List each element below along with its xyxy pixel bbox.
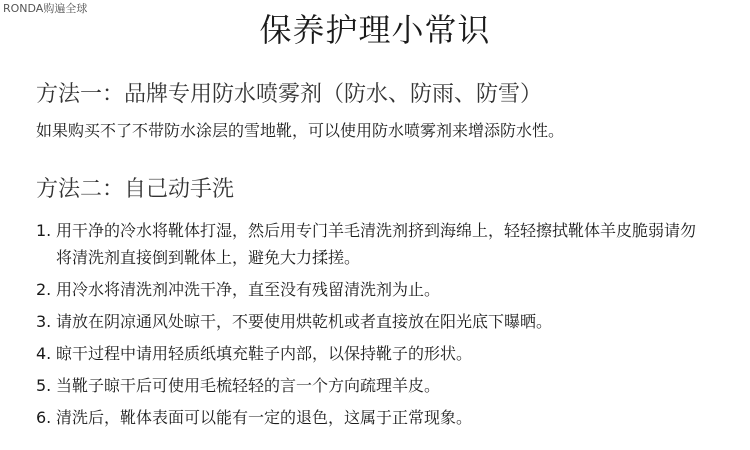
step-number: 2. <box>36 280 52 299</box>
method-one-description: 如果购买不了不带防水涂层的雪地靴，可以使用防水喷雾剂来增添防水性。 <box>36 121 565 140</box>
method-one-heading: 方法一：品牌专用防水喷雾剂（防水、防雨、防雪） <box>36 82 543 107</box>
step-number: 4. <box>36 344 52 363</box>
step-number: 5. <box>36 376 52 395</box>
step-item <box>36 276 706 303</box>
cleaning-steps-list <box>36 217 706 436</box>
step-text: 用冷水将清洗剂冲洗干净，直至没有残留清洗剂为止。 <box>56 280 441 299</box>
step-item <box>36 340 706 367</box>
step-text: 清洗后，靴体表面可以能有一定的退色，这属于正常现象。 <box>56 408 473 427</box>
step-text: 用干净的冷水将靴体打湿，然后用专门羊毛清洗剂挤到海绵上，轻轻擦拭靴体羊皮脆弱请勿将清洗剂直接倒到靴体上，避免大力揉搓。 <box>56 221 697 267</box>
step-item <box>36 217 706 271</box>
step-item <box>36 308 706 335</box>
step-item <box>36 404 706 431</box>
page-title: 保养护理小常识 <box>259 11 491 49</box>
step-text: 请放在阴凉通风处晾干，不要使用烘乾机或者直接放在阳光底下曝晒。 <box>56 312 553 331</box>
step-number: 1. <box>36 221 52 240</box>
step-text: 当靴子晾干后可使用毛梳轻轻的言一个方向疏理羊皮。 <box>56 376 441 395</box>
step-text: 晾干过程中请用轻质纸填充鞋子内部，以保持靴子的形状。 <box>56 344 473 363</box>
method-two-heading: 方法二：自己动手洗 <box>36 177 235 202</box>
step-item <box>36 372 706 399</box>
step-number: 6. <box>36 408 52 427</box>
brand-watermark: RONDA购遍全球 <box>3 2 88 15</box>
step-number: 3. <box>36 312 52 331</box>
